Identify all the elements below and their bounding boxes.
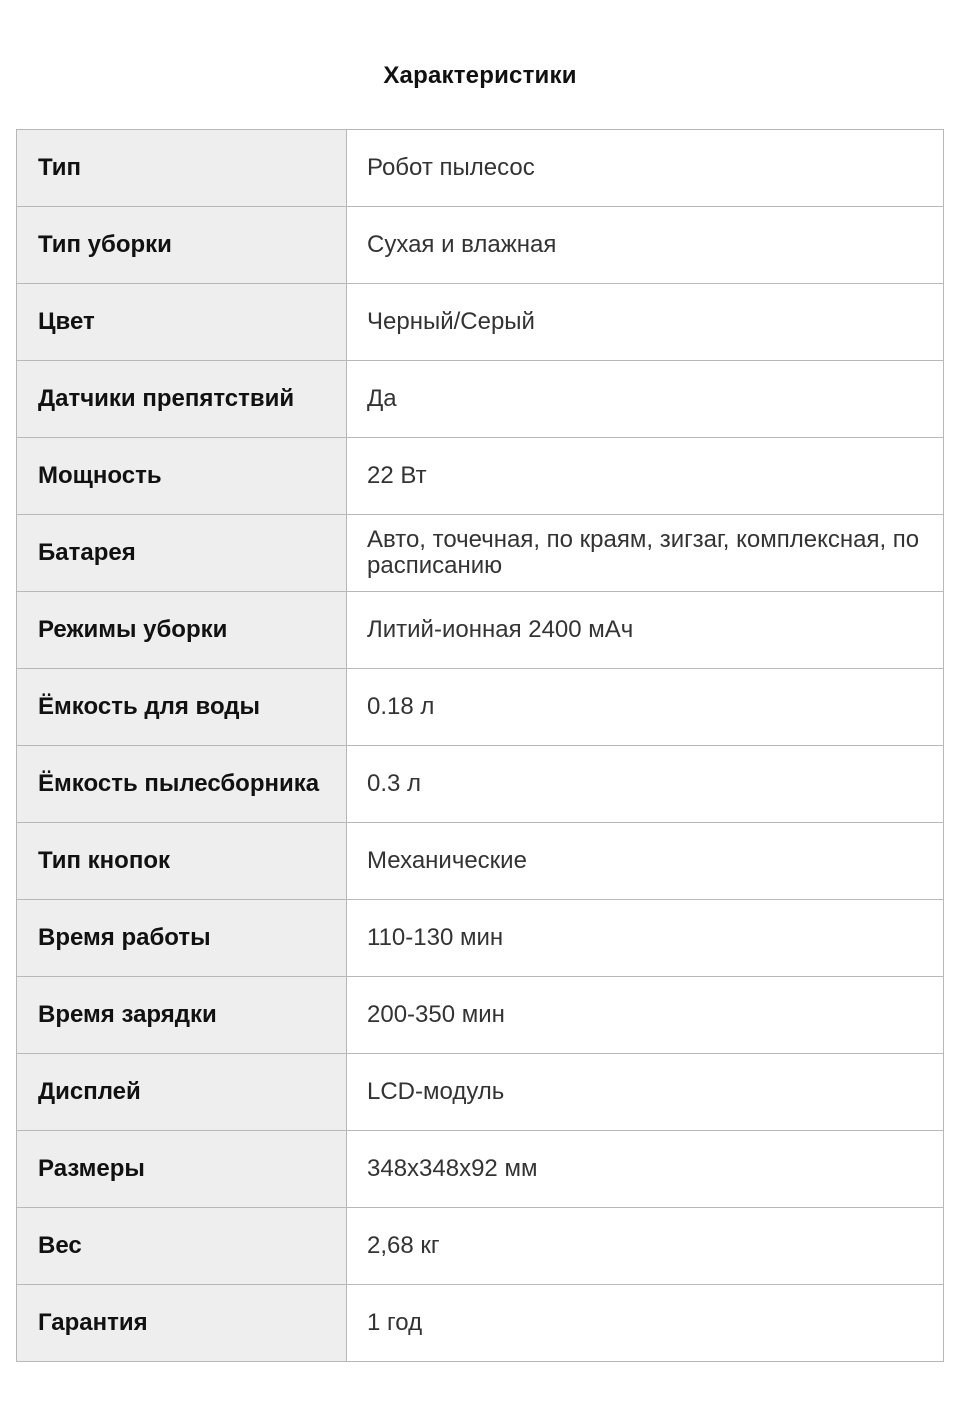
table-row <box>17 1285 944 1362</box>
spec-value: 0.18 л <box>347 669 944 746</box>
spec-key: Ёмкость пылесборника <box>17 746 347 823</box>
spec-value: 0.3 л <box>347 746 944 823</box>
spec-value: 348x348x92 мм <box>347 1131 944 1208</box>
specs-table-body <box>17 130 944 1362</box>
spec-value: Литий-ионная 2400 мАч <box>347 592 944 669</box>
table-row <box>17 900 944 977</box>
table-row <box>17 592 944 669</box>
table-row <box>17 361 944 438</box>
spec-key: Вес <box>17 1208 347 1285</box>
spec-key: Размеры <box>17 1131 347 1208</box>
spec-key: Мощность <box>17 438 347 515</box>
spec-key: Тип уборки <box>17 207 347 284</box>
spec-value: Сухая и влажная <box>347 207 944 284</box>
spec-key: Тип кнопок <box>17 823 347 900</box>
spec-key: Батарея <box>17 515 347 592</box>
spec-key: Время зарядки <box>17 977 347 1054</box>
spec-value: 1 год <box>347 1285 944 1362</box>
spec-key: Датчики препятствий <box>17 361 347 438</box>
table-row <box>17 284 944 361</box>
table-row <box>17 1208 944 1285</box>
spec-value: Да <box>347 361 944 438</box>
table-row <box>17 130 944 207</box>
spec-value: Черный/Серый <box>347 284 944 361</box>
spec-key: Гарантия <box>17 1285 347 1362</box>
spec-value: Робот пылесос <box>347 130 944 207</box>
spec-value: Авто, точечная, по краям, зигзаг, комплексная, по расписанию <box>347 515 944 592</box>
table-row <box>17 515 944 592</box>
spec-key: Ёмкость для воды <box>17 669 347 746</box>
spec-value: 110-130 мин <box>347 900 944 977</box>
table-row <box>17 746 944 823</box>
spec-value: 2,68 кг <box>347 1208 944 1285</box>
spec-key: Режимы уборки <box>17 592 347 669</box>
spec-value: 22 Вт <box>347 438 944 515</box>
table-row <box>17 1131 944 1208</box>
table-row <box>17 669 944 746</box>
table-row <box>17 1054 944 1131</box>
table-row <box>17 438 944 515</box>
spec-key: Время работы <box>17 900 347 977</box>
page-title: Характеристики <box>383 62 577 89</box>
table-row <box>17 823 944 900</box>
spec-value: Механические <box>347 823 944 900</box>
spec-key: Тип <box>17 130 347 207</box>
spec-key: Дисплей <box>17 1054 347 1131</box>
specs-table <box>16 129 944 1362</box>
table-row <box>17 977 944 1054</box>
spec-key: Цвет <box>17 284 347 361</box>
spec-value: LCD-модуль <box>347 1054 944 1131</box>
table-row <box>17 207 944 284</box>
spec-value: 200-350 мин <box>347 977 944 1054</box>
